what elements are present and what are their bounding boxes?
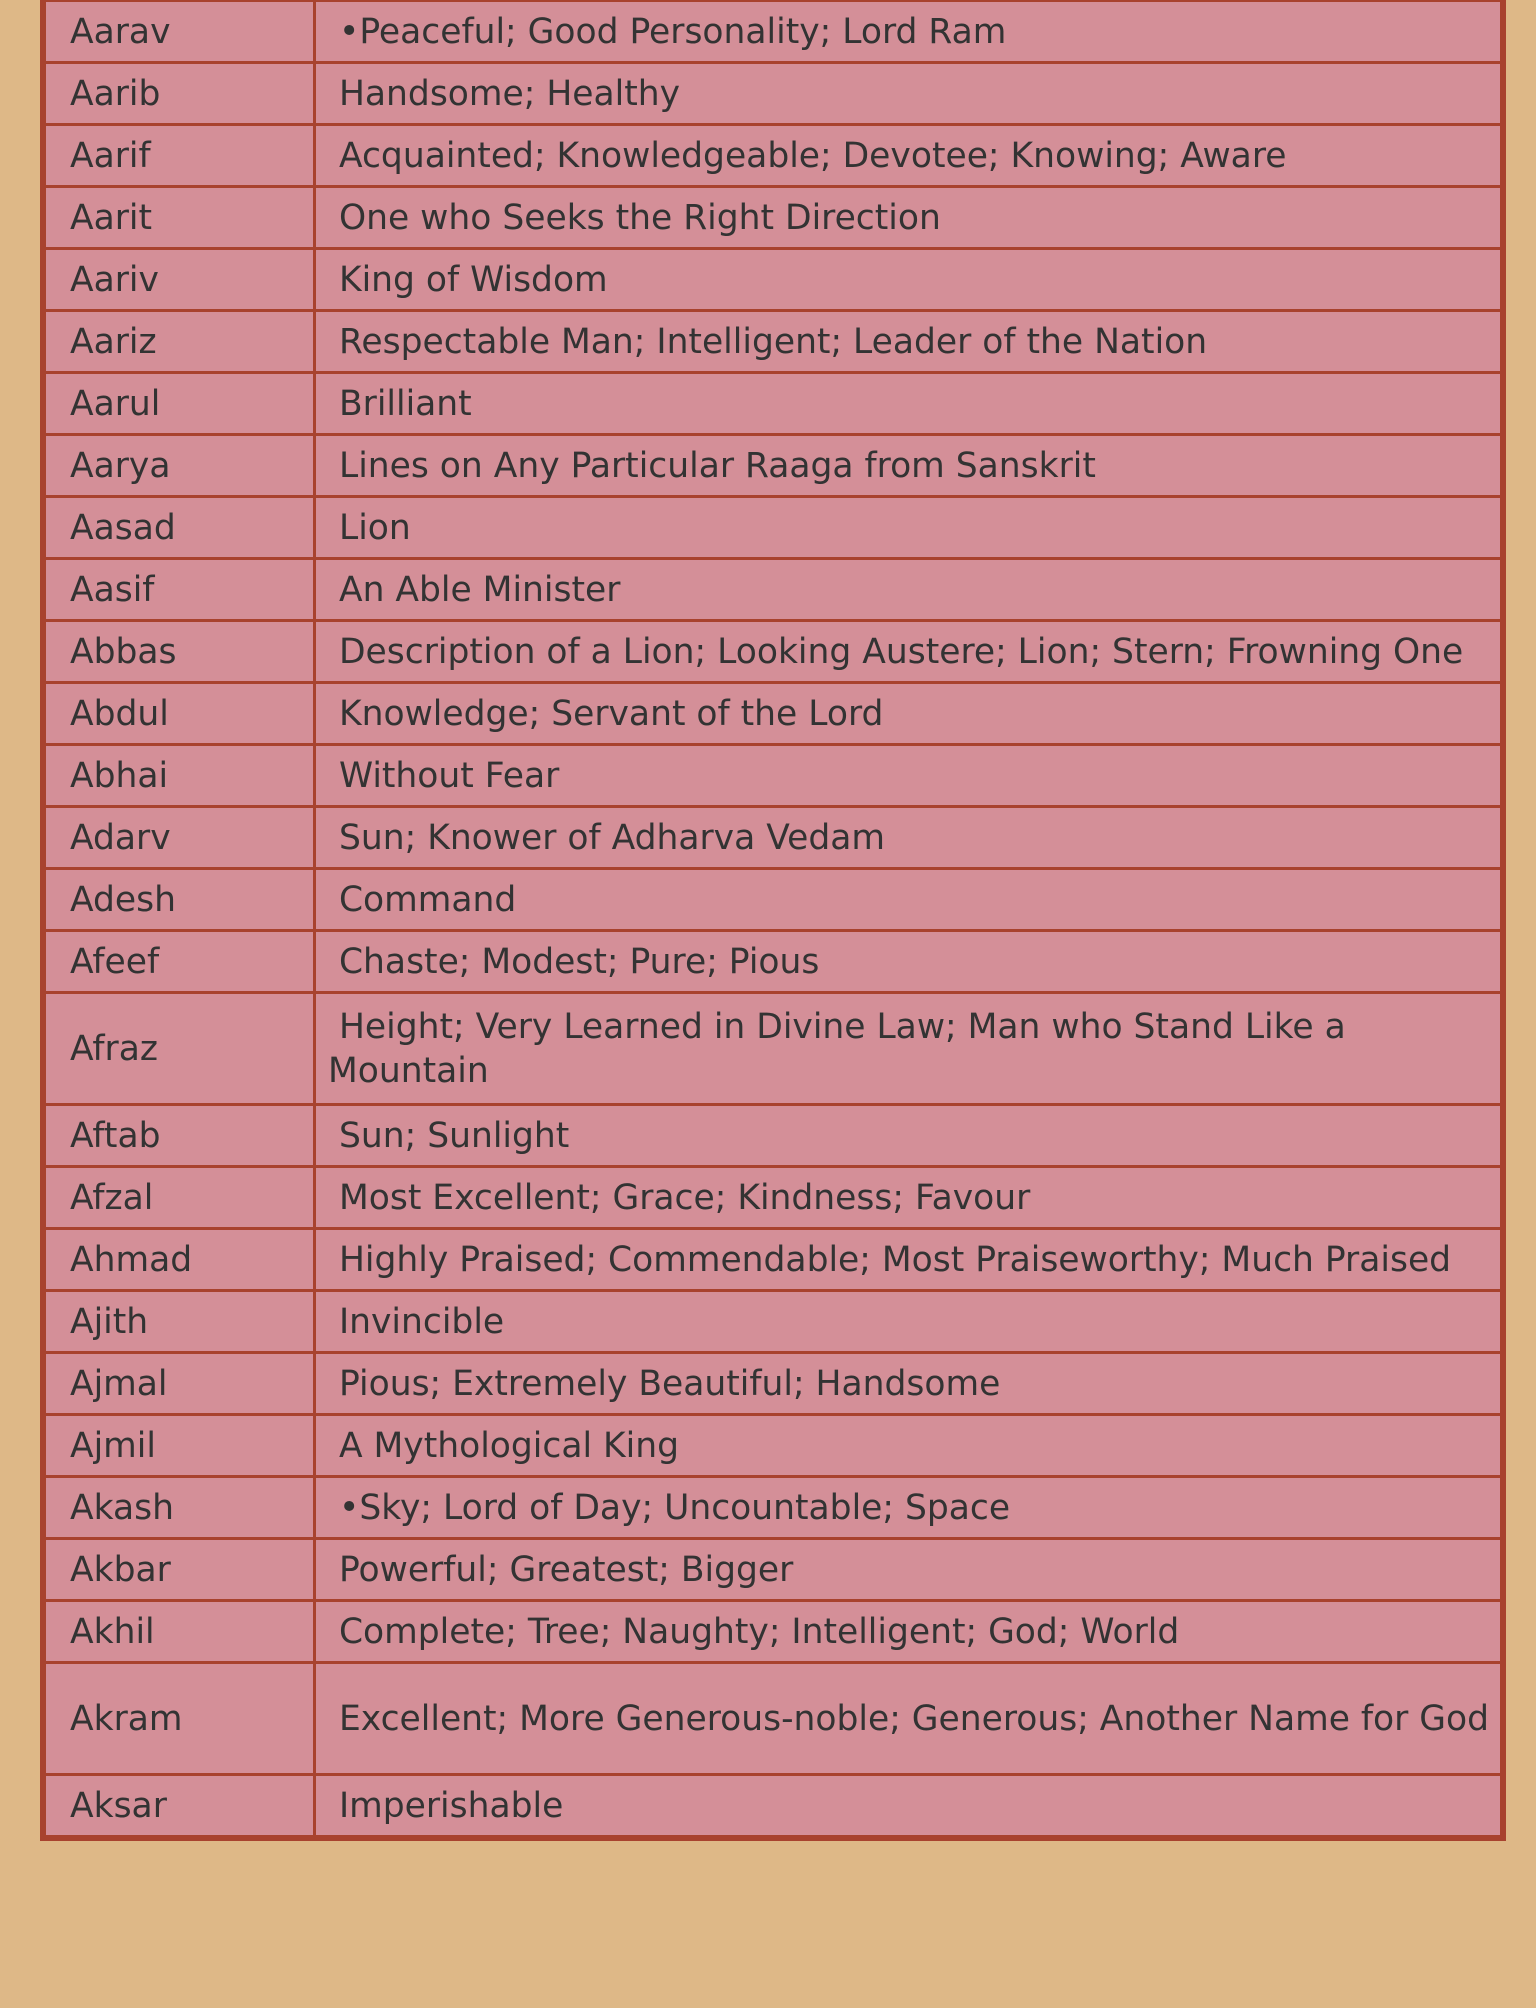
table-row [45, 497, 1502, 559]
meaning-cell: Acquainted; Knowledgeable; Devotee; Knowing; Aware [315, 125, 1502, 187]
table-row [45, 1663, 1502, 1775]
meaning-cell: Imperishable [315, 1775, 1502, 1837]
meaning-cell: Sun; Sunlight [315, 1105, 1502, 1167]
table-row [45, 187, 1502, 249]
meaning-cell: Without Fear [315, 745, 1502, 807]
meaning-cell: Respectable Man; Intelligent; Leader of the Nation [315, 311, 1502, 373]
name-cell: Aarib [45, 63, 315, 125]
table-row [45, 1775, 1502, 1837]
meaning-cell: Lines on Any Particular Raaga from Sanskrit [315, 435, 1502, 497]
name-cell: Akram [45, 1663, 315, 1775]
name-cell: Aarit [45, 187, 315, 249]
table-row [45, 1105, 1502, 1167]
name-cell: Aasad [45, 497, 315, 559]
name-cell: Aasif [45, 559, 315, 621]
table-row [45, 249, 1502, 311]
table-row [45, 63, 1502, 125]
table-row [45, 559, 1502, 621]
meaning-cell: Most Excellent; Grace; Kindness; Favour [315, 1167, 1502, 1229]
meaning-cell: Description of a Lion; Looking Austere; Lion; Stern; Frowning One [315, 621, 1502, 683]
name-cell: Aftab [45, 1105, 315, 1167]
meaning-cell: Chaste; Modest; Pure; Pious [315, 931, 1502, 993]
name-cell: Aarav [45, 1, 315, 63]
name-cell: Ajmal [45, 1353, 315, 1415]
name-cell: Abbas [45, 621, 315, 683]
meaning-cell: Knowledge; Servant of the Lord [315, 683, 1502, 745]
name-cell: Aariz [45, 311, 315, 373]
table-row [45, 1601, 1502, 1663]
name-cell: Aarul [45, 373, 315, 435]
meaning-cell: Sun; Knower of Adharva Vedam [315, 807, 1502, 869]
table-row [45, 1291, 1502, 1353]
meaning-cell: Handsome; Healthy [315, 63, 1502, 125]
name-cell: Adesh [45, 869, 315, 931]
table-row [45, 1229, 1502, 1291]
name-cell: Abdul [45, 683, 315, 745]
name-cell: Adarv [45, 807, 315, 869]
meaning-cell: Brilliant [315, 373, 1502, 435]
table-row [45, 373, 1502, 435]
meaning-cell: Lion [315, 497, 1502, 559]
name-cell: Afraz [45, 993, 315, 1105]
table-row [45, 1, 1502, 63]
meaning-cell: Complete; Tree; Naughty; Intelligent; God; World [315, 1601, 1502, 1663]
name-cell: Aariv [45, 249, 315, 311]
meaning-cell: A Mythological King [315, 1415, 1502, 1477]
table-row [45, 1167, 1502, 1229]
meaning-cell: •Sky; Lord of Day; Uncountable; Space [315, 1477, 1502, 1539]
name-cell: Aksar [45, 1775, 315, 1837]
meaning-cell: Excellent; More Generous-noble; Generous; Another Name for God [315, 1663, 1502, 1775]
table-row [45, 435, 1502, 497]
meaning-cell: •Peaceful; Good Personality; Lord Ram [315, 1, 1502, 63]
meaning-cell: An Able Minister [315, 559, 1502, 621]
name-cell: Aarif [45, 125, 315, 187]
meaning-cell: Powerful; Greatest; Bigger [315, 1539, 1502, 1601]
table-row [45, 125, 1502, 187]
table-row [45, 311, 1502, 373]
name-cell: Ajmil [45, 1415, 315, 1477]
name-cell: Afeef [45, 931, 315, 993]
meaning-cell: Highly Praised; Commendable; Most Praiseworthy; Much Praised [315, 1229, 1502, 1291]
name-cell: Akash [45, 1477, 315, 1539]
names-table [43, 0, 1503, 1838]
name-cell: Afzal [45, 1167, 315, 1229]
meaning-cell: King of Wisdom [315, 249, 1502, 311]
table-row [45, 1539, 1502, 1601]
name-cell: Ajith [45, 1291, 315, 1353]
meaning-cell: Command [315, 869, 1502, 931]
table-row [45, 931, 1502, 993]
names-table-container [40, 0, 1506, 1841]
meaning-cell: One who Seeks the Right Direction [315, 187, 1502, 249]
table-row [45, 1477, 1502, 1539]
table-row [45, 621, 1502, 683]
table-row [45, 745, 1502, 807]
table-row [45, 807, 1502, 869]
name-cell: Ahmad [45, 1229, 315, 1291]
name-cell: Akhil [45, 1601, 315, 1663]
meaning-cell: Invincible [315, 1291, 1502, 1353]
table-row [45, 993, 1502, 1105]
table-row [45, 1415, 1502, 1477]
table-row [45, 683, 1502, 745]
name-cell: Aarya [45, 435, 315, 497]
meaning-cell: Height; Very Learned in Divine Law; Man who Stand Like a Mountain [315, 993, 1502, 1105]
name-cell: Akbar [45, 1539, 315, 1601]
table-row [45, 869, 1502, 931]
meaning-cell: Pious; Extremely Beautiful; Handsome [315, 1353, 1502, 1415]
name-cell: Abhai [45, 745, 315, 807]
table-row [45, 1353, 1502, 1415]
